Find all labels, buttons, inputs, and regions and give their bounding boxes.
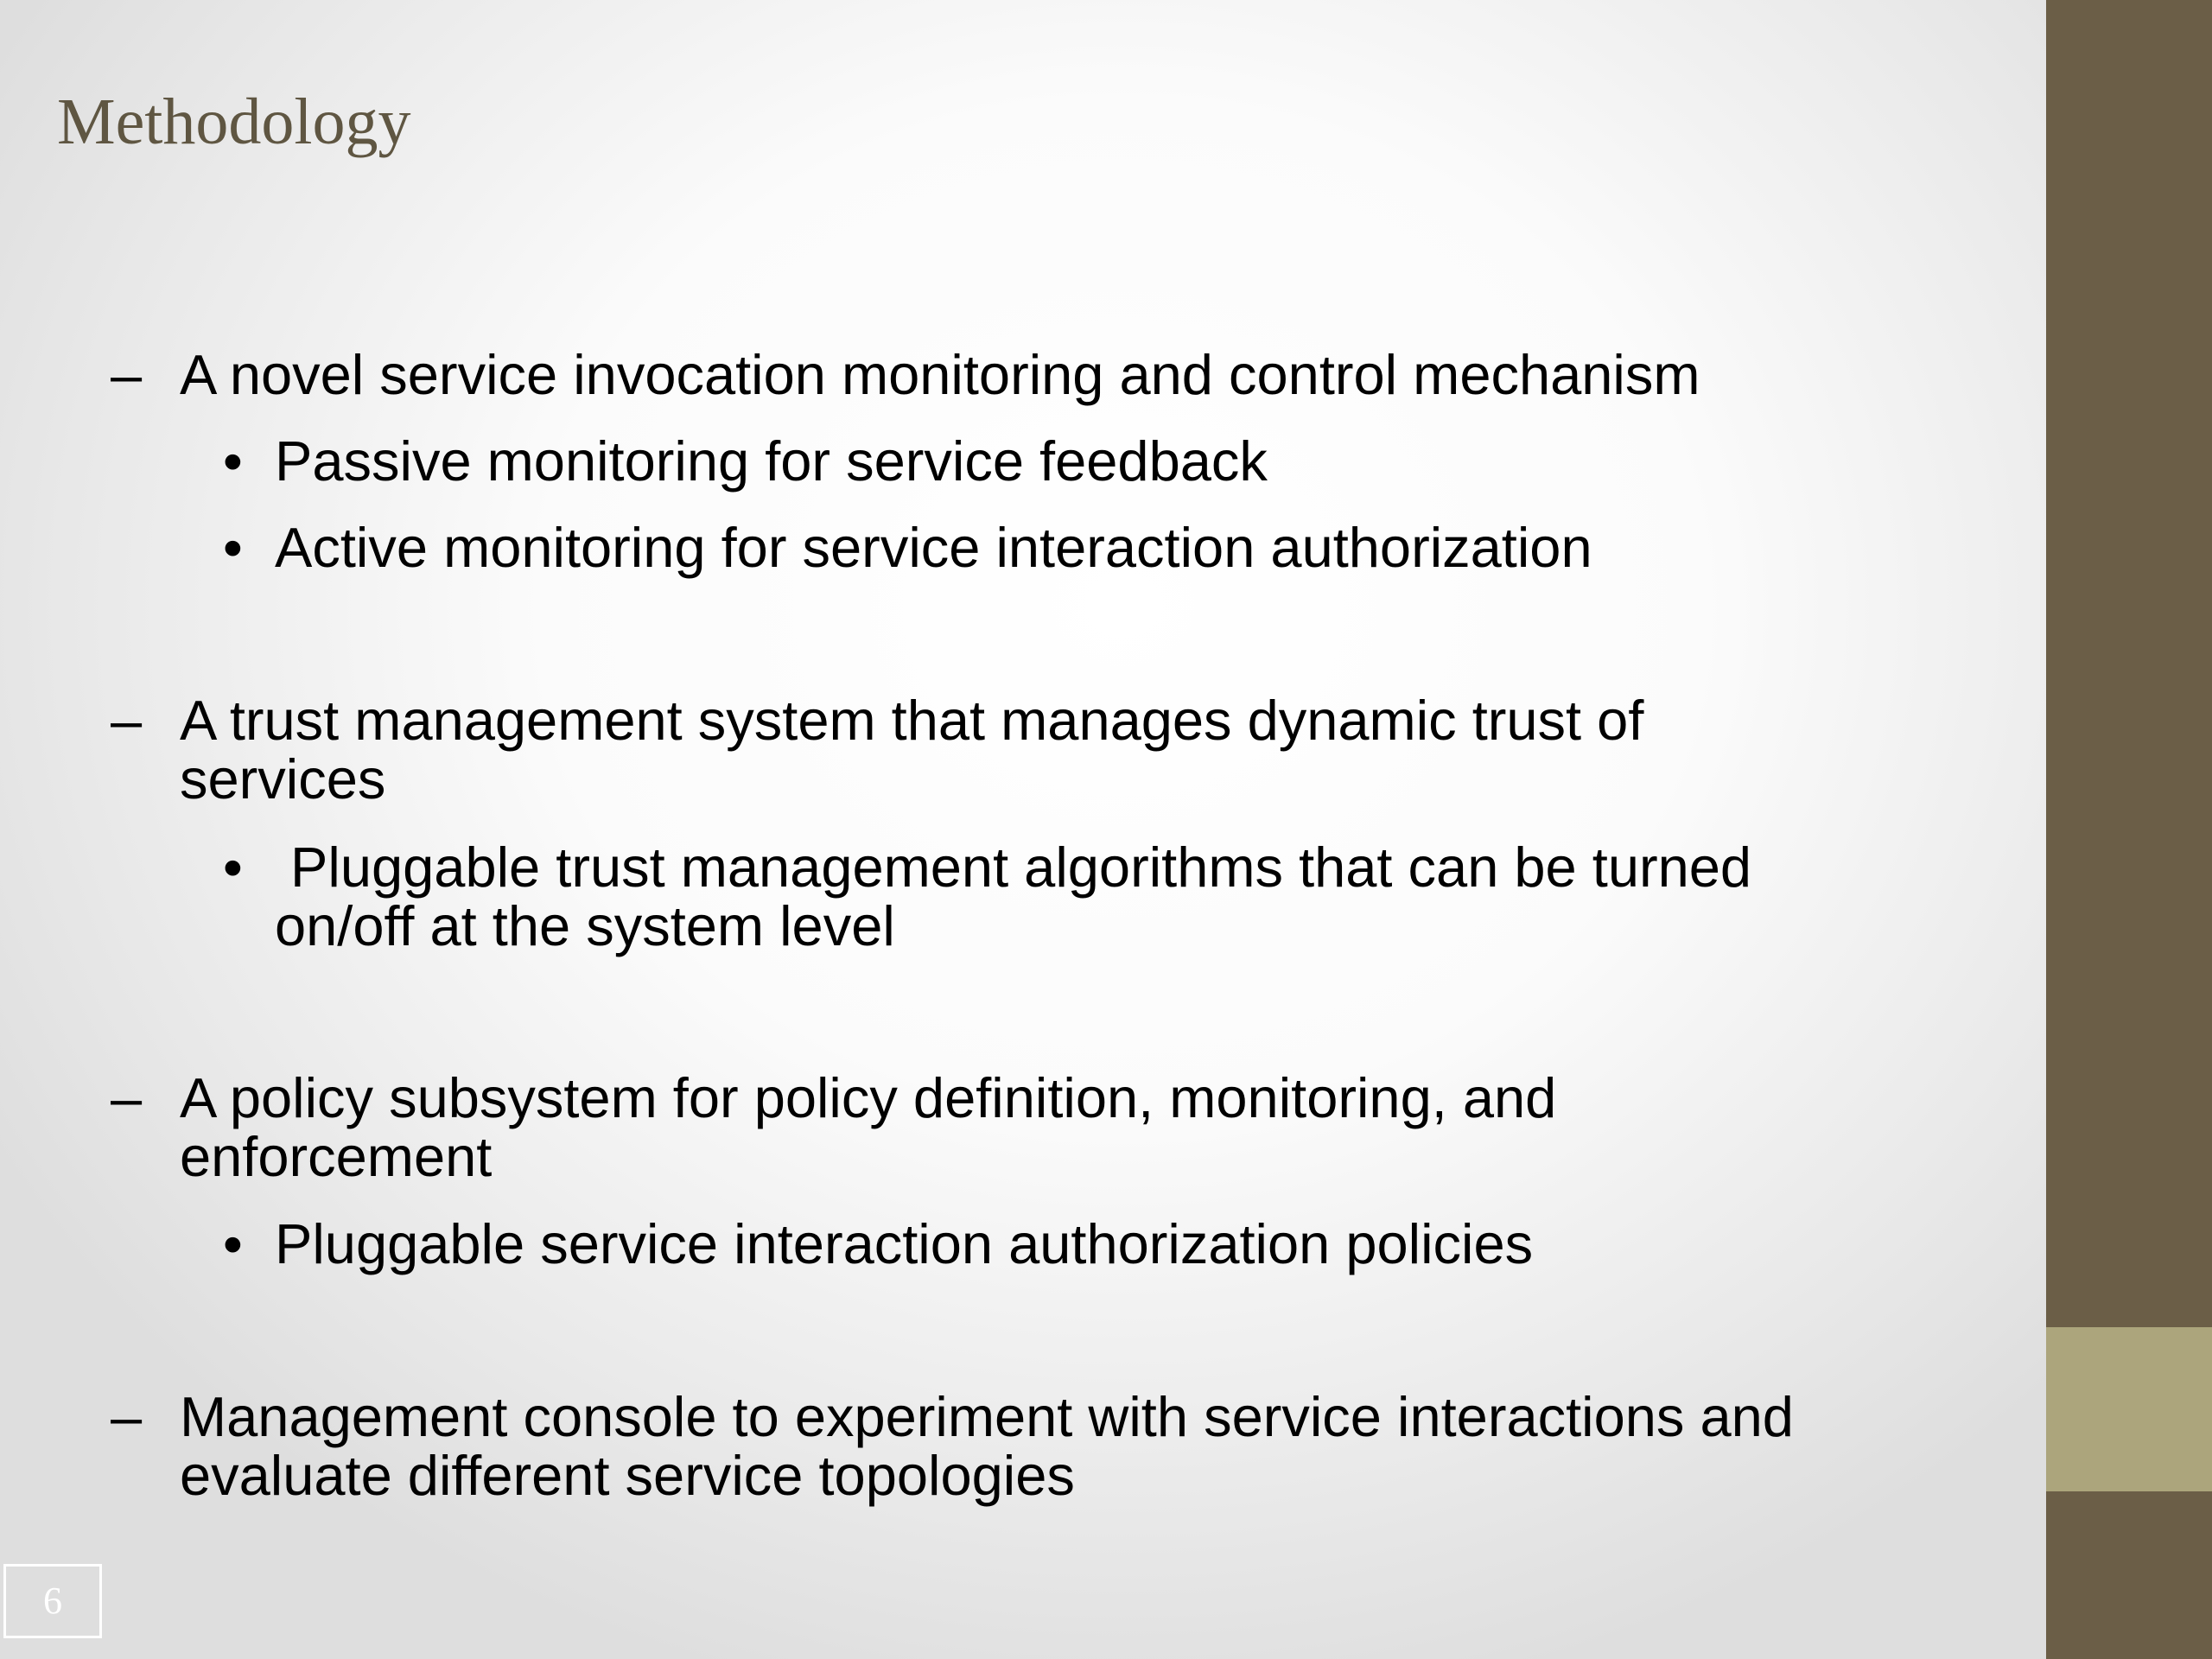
bullet-4 (111, 1385, 1794, 1448)
bullet-4-line-2: evaluate different service topologies (180, 1444, 1075, 1507)
bullet-1-2 (223, 516, 1592, 579)
dash-marker: – (111, 689, 143, 752)
bullet-2-continued (180, 747, 386, 810)
bullet-2-1-line-1: Pluggable trust management algorithms that can be turned (275, 836, 1752, 899)
bullet-4-line-1: Management console to experiment with service interactions and (180, 1385, 1794, 1448)
bullet-1-text: A novel service invocation monitoring and control mechanism (180, 343, 1700, 406)
dot-marker: • (223, 1212, 243, 1275)
bullet-2-1 (223, 836, 1752, 899)
page-number: 6 (3, 1564, 102, 1638)
dot-marker: • (223, 516, 243, 579)
bullet-2-line-1: A trust management system that manages dynamic trust of (180, 689, 1644, 752)
slide-title: Methodology (57, 86, 411, 158)
bullet-1 (111, 343, 1700, 406)
bullet-1-2-text: Active monitoring for service interaction authorization (275, 516, 1592, 579)
bullet-1-1-text: Passive monitoring for service feedback (275, 429, 1268, 493)
dot-marker: • (223, 429, 243, 493)
bullet-3-line-1: A policy subsystem for policy definition, monitoring, and (180, 1066, 1557, 1129)
bullet-3 (111, 1066, 1557, 1129)
bullet-3-line-2: enforcement (180, 1125, 493, 1188)
bullet-2 (111, 689, 1644, 752)
dot-marker: • (223, 836, 243, 899)
bullet-2-1-continued (275, 894, 895, 957)
bullet-3-continued (180, 1125, 493, 1188)
dash-marker: – (111, 1066, 143, 1129)
dash-marker: – (111, 343, 143, 406)
bullet-2-line-2: services (180, 747, 386, 810)
bullet-3-1 (223, 1212, 1534, 1275)
side-accent (2046, 1327, 2212, 1491)
dash-marker: – (111, 1385, 143, 1448)
bullet-2-1-line-2: on/off at the system level (275, 894, 895, 957)
bullet-1-1 (223, 429, 1268, 493)
bullet-3-1-text: Pluggable service interaction authorization policies (275, 1212, 1534, 1275)
bullet-4-continued (180, 1446, 1075, 1505)
